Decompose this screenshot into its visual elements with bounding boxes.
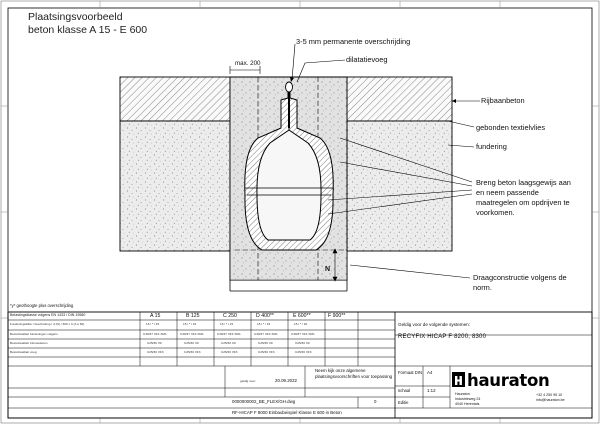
- title-block: [8, 312, 592, 418]
- table-cell: 15 / * / 20: [294, 322, 308, 326]
- label-textielvlies: gebonden textielvlies: [476, 123, 546, 132]
- table-cell: C25/30 XF3: [184, 350, 201, 354]
- class-c250: C 250: [223, 313, 237, 319]
- table-cell: C25/30 XF3: [295, 350, 312, 354]
- dimension-width-label: max. 200: [235, 60, 261, 67]
- format-value: A4: [427, 370, 433, 375]
- table-cell: C25/30 X0: [221, 341, 236, 345]
- table-cell: C25/30 X0: [147, 341, 162, 345]
- drawing-number: 0000000002_BE_FLEX/GH.dwg: [232, 399, 296, 404]
- general-note-1: Neem kijk onze algemene: [315, 368, 366, 373]
- systems-heading: Geldig voor de volgende systemen:: [398, 322, 471, 327]
- hauraton-logo: [451, 371, 549, 390]
- label-overschrijding: 3-5 mm permanente overschrijding: [296, 37, 411, 46]
- label-draagconstructie: [473, 273, 567, 293]
- label-fundering: fundering: [476, 142, 507, 151]
- table-cell: C30/37 XF4 XM1: [217, 332, 241, 336]
- table-cell: C30/37 XF4 XM1: [254, 332, 278, 336]
- drawing-title-line2: beton klasse A 15 - E 600: [28, 24, 148, 36]
- table-cell: C25/30 XF3: [258, 350, 275, 354]
- breng-line-3: maatregelen om opdrijven te: [476, 198, 570, 207]
- draag-line-1: Draagconstructie volgens de: [473, 273, 567, 282]
- class-a15: A 15: [150, 313, 161, 319]
- general-note-2: plaatsingsvoorschriften voor toepassing: [315, 374, 393, 379]
- drawing-description: RF-HICAP F 8000 Einbaubeispiel Klasse E 600 in Beton: [232, 410, 342, 415]
- system-name: RECYFIX HICAP F 8200, 8300: [398, 334, 487, 340]
- breng-line-4: voorkomen.: [476, 208, 515, 217]
- scale-value: 1:12: [427, 388, 436, 393]
- table-cell: 15 / * / 15: [220, 322, 234, 326]
- foundation-left: [120, 121, 230, 251]
- table-cell: C30/37 XF4 XM1: [143, 332, 167, 336]
- table-cell: C25/30 XF3: [221, 350, 238, 354]
- label-rijbaanbeton: Rijbaanbeton: [481, 96, 525, 105]
- company-phone: +32 4 250 95 10: [536, 393, 563, 397]
- company-email: info@hauraton.be: [536, 398, 565, 402]
- scale-label: schaal: [398, 388, 411, 393]
- label-dilatatievoeg: dilatatievoeg: [346, 55, 388, 64]
- table-cell: 15 / * / 15: [146, 322, 160, 326]
- table-cell: C25/30 X0: [184, 341, 199, 345]
- drawing-revision: 0: [374, 399, 377, 404]
- foundation-right: [347, 121, 452, 251]
- class-e600: E 600**: [293, 313, 311, 319]
- validity-label: geldig voor:: [240, 379, 256, 383]
- road-slab-left: [120, 77, 230, 121]
- drawing-title-line1: Plaatsingsvoorbeeld: [28, 11, 123, 23]
- edition-label: Editie: [398, 400, 409, 405]
- breng-line-2: en neem passende: [476, 188, 539, 197]
- format-label: Formaat DIN: [398, 370, 422, 375]
- draag-line-2: norm.: [473, 283, 492, 292]
- breng-line-1: Breng beton laagsgewijs aan: [476, 178, 571, 187]
- hauraton-logo-mark: [451, 373, 464, 388]
- company-line2: Industrieweg 24: [455, 397, 481, 401]
- table-cell: 15 / * / 15: [257, 322, 271, 326]
- label-breng-beton: [476, 178, 571, 218]
- validity-date: 20.09.2022: [275, 378, 297, 383]
- table-header-label: Belastingsklasse volgens EN 1433 / DIN 19580: [10, 313, 86, 317]
- row-label: Betonkwaliteit funderingen volgens: [10, 332, 58, 336]
- class-d400: D 400**: [256, 313, 274, 319]
- company-line3: 4040 Herentals: [455, 402, 480, 406]
- class-f900: F 900**: [328, 313, 346, 319]
- table-cell: C25/30 X0: [295, 341, 310, 345]
- table-cell: 15 / * / 15: [183, 322, 197, 326]
- table-cell: C30/37 XF4 XM1: [180, 332, 204, 336]
- footnote: *y* geothoogte plus overschrijding: [10, 303, 74, 308]
- class-b125: B 125: [186, 313, 200, 319]
- table-cell: C30/37 XF4 XM1: [291, 332, 315, 336]
- company-line1: Hauraton: [455, 392, 470, 396]
- dimension-height-label: N: [325, 266, 331, 273]
- row-label: Betonkwaliteit inbouwbeton: [10, 341, 48, 345]
- table-cell: C25/30 XF3: [147, 350, 164, 354]
- row-label: Funderingsdikte / beschotting / d (N) / 300 x 3 (A ≥ 60): [10, 322, 85, 326]
- table-cell: C25/30 X0: [258, 341, 273, 345]
- brand-name: hauraton: [467, 371, 550, 390]
- road-slab-right: [347, 77, 452, 121]
- row-label: Betonkwaliteit voeg: [10, 350, 37, 354]
